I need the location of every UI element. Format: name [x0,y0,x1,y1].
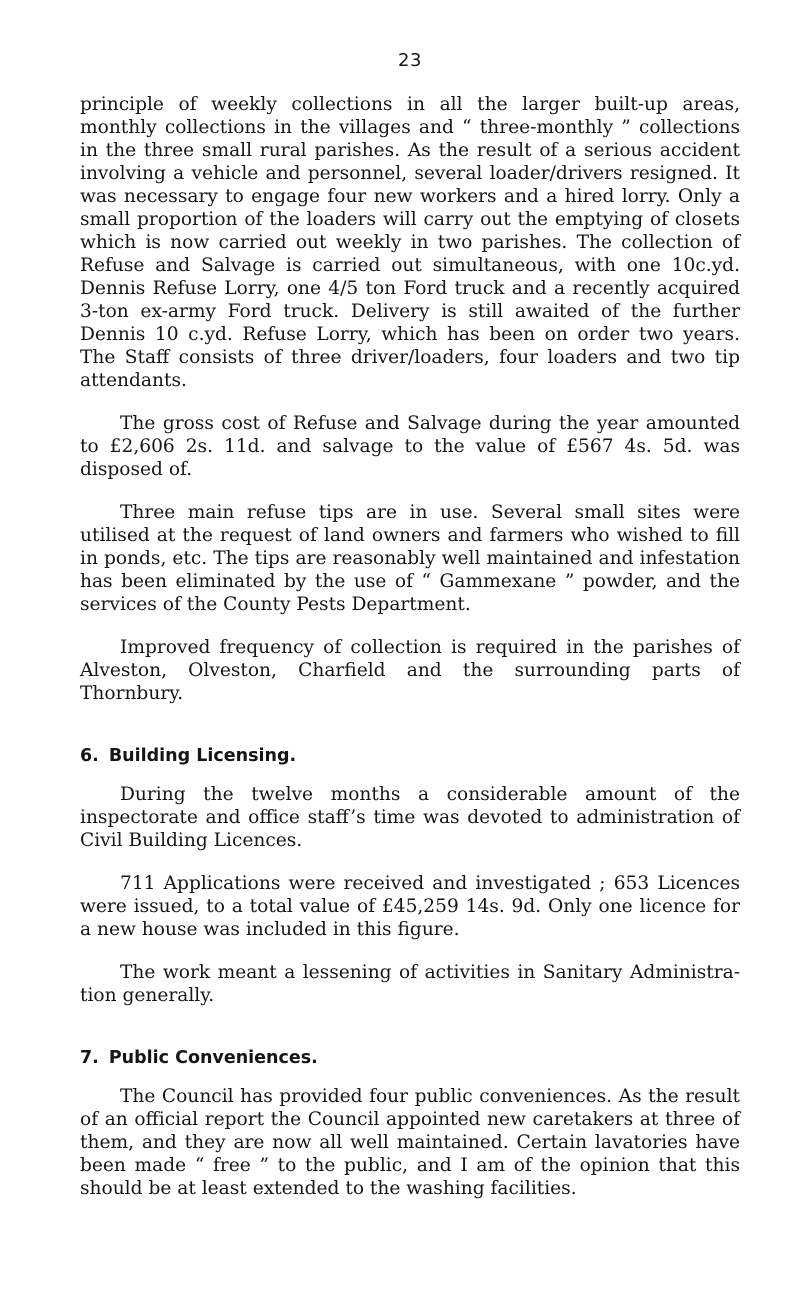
section-title: Public Conveniences. [108,1048,318,1068]
paragraph-licensing-staff: During the twelve months a considerable amount of the inspectorate and office staff’s time was devoted to administration of Civil Building Licences. [80,784,740,851]
section-heading-building-licensing [80,745,740,767]
page-number: 23 [398,50,422,71]
section-title: Building Licensing. [108,746,297,766]
paragraph-refuse-cost: The gross cost of Refuse and Salvage during the year amounted to £2,606 2s. 11d. and salvage to the value of £567 4s. 5d. was disposed of. [80,413,740,480]
section-heading-public-conveniences [80,1047,740,1069]
paragraph-collection-frequency: Improved frequency of collection is required in the parishes of Alveston, Olveston, Charfield and the surrounding parts of Thornbury. [80,637,740,704]
document-page [80,50,740,1200]
paragraph-licensing-applications: 711 Applications were received and investigated ; 653 Licences were issued, to a total value of £45,259 14s. 9d. Only one licence for a new house was included in this figure. [80,873,740,940]
paragraph-refuse-tips: Three main refuse tips are in use. Several small sites were utilised at the request of land owners and farmers who wished to fill in ponds, etc. The tips are reasonably well maintained and infestation has been eliminated by the use of “ Gammexane ” powder, and the services of the County Pests Department. [80,502,740,615]
paragraph-licensing-effect: The work meant a lessening of activities in Sanitary Administra- tion generally. [80,962,740,1006]
section-number: 7. [80,1048,99,1068]
section-number: 6. [80,746,99,766]
paragraph-public-conveniences: The Council has provided four public conveniences. As the result of an official report the Council appointed new caretakers at three of them, and they are now all well maintained. Certain lavatories have been made “ free ” to the public, and I am of the opinion that this should be at least extended to the washing facilities. [80,1086,740,1199]
paragraph-refuse-collection: principle of weekly collections in all the larger built-up areas, monthly collections in the villages and “ three-monthly ” collections in the three small rural parishes. As the result of a serious accident involving a vehicle and personnel, several loader/drivers resigned. It was necessary to engage four new workers and a hired lorry. Only a small proportion of the loaders will carry out the emptying of closets which is now carried out weekly in two parishes. The collection of Refuse and Salvage is carried out simultaneous, with one 10c.yd. Dennis Refuse Lorry, one 4/5 ton Ford truck and a recently acquired 3-ton ex-army Ford truck. Delivery is still awaited of the further Dennis 10 c.yd. Refuse Lorry, which has been on order two years. The Staff consists of three driver/loaders, four loaders and two tip attendants. [80,94,740,391]
